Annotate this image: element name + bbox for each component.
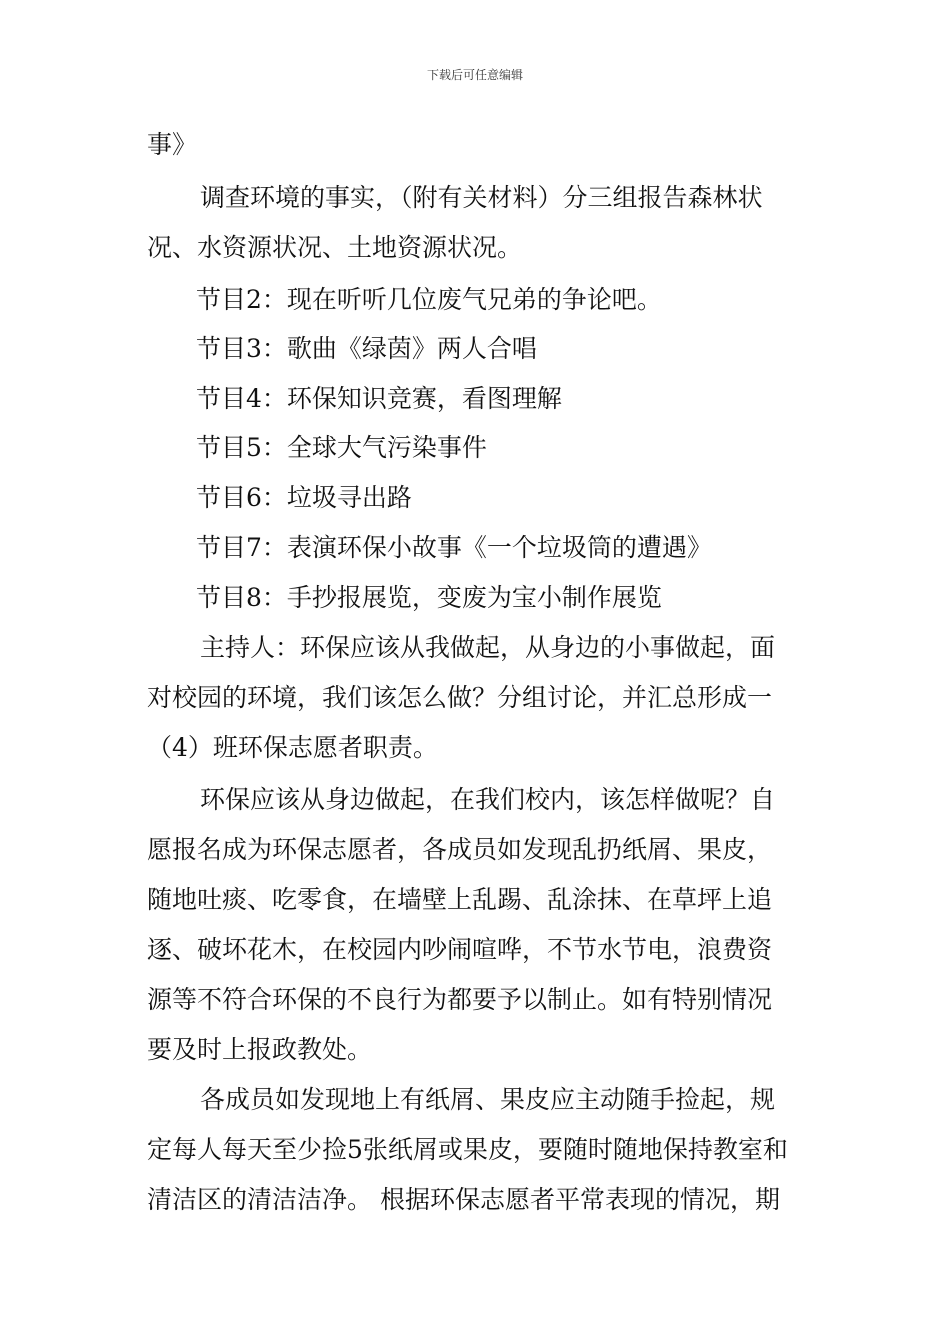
text-line: 节目2：现在听听几位废气兄弟的争论吧。 (196, 285, 662, 314)
text-line: 节目7：表演环保小故事《一个垃圾筒的遭遇》 (196, 533, 712, 562)
text-line: 节目8：手抄报展览，变废为宝小制作展览 (196, 583, 662, 612)
text-line: 逐、破坏花木，在校园内吵闹喧哗，不节水节电，浪费资 (147, 935, 773, 964)
text-line: 节目5：全球大气污染事件 (196, 433, 487, 462)
page-header: 下载后可任意编辑 (426, 68, 523, 82)
text-line: 况、水资源状况、土地资源状况。 (147, 233, 523, 262)
text-line: 节目3：歌曲《绿茵》两人合唱 (196, 334, 537, 363)
text-line: 随地吐痰、吃零食，在墙壁上乱踢、乱涂抹、在草坪上追 (147, 885, 773, 914)
text-line: （4）班环保志愿者职责。 (147, 733, 438, 762)
text-line: 源等不符合环保的不良行为都要予以制止。如有特别情况 (147, 985, 773, 1014)
text-line: 节目6：垃圾寻出路 (196, 483, 412, 512)
text-line: 愿报名成为环保志愿者，各成员如发现乱扔纸屑、果皮， (147, 835, 773, 864)
text-line: 调查环境的事实，（附有关材料）分三组报告森林状 (200, 183, 763, 212)
text-line: 环保应该从身边做起，在我们校内，该怎样做呢？自 (200, 785, 776, 814)
text-line: 事》 (147, 130, 198, 159)
text-line: 节目4：环保知识竞赛，看图理解 (196, 384, 562, 413)
text-line: 各成员如发现地上有纸屑、果皮应主动随手捡起，规 (200, 1085, 776, 1114)
text-line: 对校园的环境，我们该怎么做？分组讨论，并汇总形成一 (147, 683, 773, 712)
text-line: 定每人每天至少捡5张纸屑或果皮，要随时随地保持教室和 (147, 1135, 788, 1164)
text-line: 清洁区的清洁洁净。 根据环保志愿者平常表现的情况，期 (147, 1185, 780, 1214)
text-line: 要及时上报政教处。 (147, 1035, 373, 1064)
text-line: 主持人：环保应该从我做起，从身边的小事做起，面 (200, 633, 776, 662)
